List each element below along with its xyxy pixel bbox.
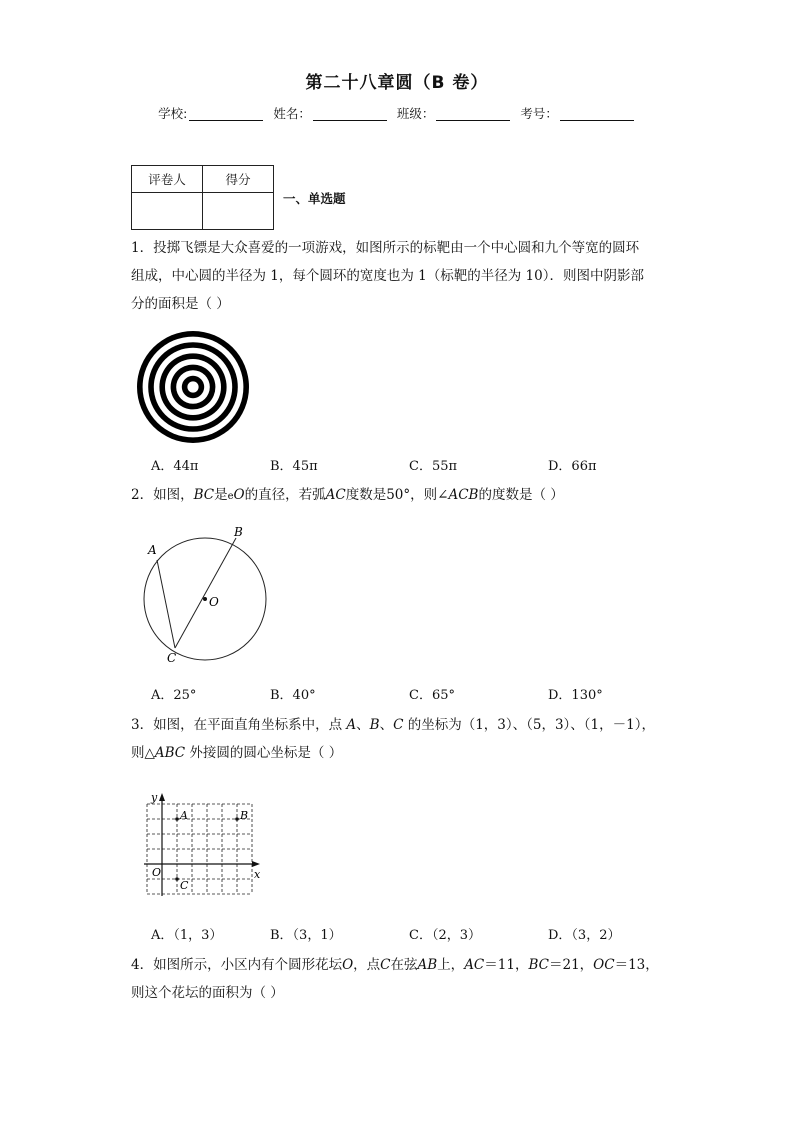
q3-sep-2: 、 [379, 717, 394, 733]
q3-sep-1: 、 [356, 717, 370, 733]
q4-var-bc: BC [528, 957, 549, 973]
question-4 [131, 951, 671, 1007]
grader-cell[interactable] [132, 193, 203, 230]
name-blank[interactable] [313, 107, 387, 121]
label-a: A [148, 543, 157, 557]
q2-option-c[interactable]: C．65° [409, 688, 455, 703]
q1-option-a[interactable]: A．44π [151, 459, 199, 474]
label-point-b: B [240, 809, 249, 822]
question-1-line-1: 1．投掷飞镖是大众喜爱的一项游戏，如图所示的标靶由一个中心圆和九个等宽的圆环 [131, 240, 640, 256]
point-b [235, 817, 239, 821]
q4-var-c: C [380, 957, 391, 973]
q2-text-3: 的直径，若弧 [244, 487, 326, 503]
q3-var-abc: ABC [154, 745, 186, 761]
coordinate-grid-figure [138, 786, 268, 904]
label-c: C [167, 651, 177, 665]
q4-var-ac: AC [464, 957, 485, 973]
q2-var-o: O [233, 487, 245, 503]
class-blank[interactable] [436, 107, 510, 121]
y-axis-arrow-icon [159, 793, 165, 801]
dartboard-ring-1 [187, 381, 198, 392]
q2-text-2: 是 [214, 487, 228, 503]
q1-option-b[interactable]: B．45π [270, 459, 318, 474]
section-title: 一、单选题 [283, 191, 346, 206]
x-axis-arrow-icon [252, 861, 260, 867]
label-o: O [209, 595, 219, 609]
question-4-line-1 [131, 951, 671, 979]
q3-option-b[interactable]: B．（3，1） [270, 928, 342, 943]
question-3-options [151, 924, 671, 944]
question-3-line-1 [131, 711, 671, 739]
question-1-line-3: 分的面积是（ ） [131, 296, 230, 312]
question-4-line-2: 则这个花坛的面积为（ ） [131, 985, 284, 1001]
q2-var-bc: BC [193, 487, 215, 503]
q3-var-c: C [393, 717, 404, 733]
question-3 [131, 711, 671, 767]
score-table [131, 165, 274, 230]
q3-option-a[interactable]: A．（1，3） [151, 928, 223, 943]
q3-text-1: 3．如图，在平面直角坐标系中，点 [131, 717, 347, 733]
label-b: B [234, 525, 243, 539]
name-label: 姓名： [273, 106, 311, 121]
q4-text-2: ，点 [353, 957, 381, 973]
q3-var-a: A [346, 717, 357, 733]
q4-text-4: 上， [437, 957, 465, 973]
exam-no-label: 考号： [520, 106, 558, 121]
circle-figure [136, 520, 276, 670]
student-info-row [0, 104, 794, 122]
q2-text-5: 的度数是（ ） [478, 487, 564, 503]
label-x: x [254, 868, 261, 881]
class-label: 班级： [396, 106, 435, 121]
score-cell[interactable] [203, 193, 274, 230]
school-label: 学校: [158, 106, 188, 121]
q4-var-ab: AB [417, 957, 438, 973]
question-3-line-2 [131, 739, 671, 767]
exam-no-blank[interactable] [560, 107, 634, 121]
diameter-bc [175, 538, 236, 648]
question-1 [131, 234, 671, 318]
q2-option-b[interactable]: B．40° [270, 688, 316, 703]
q2-option-d[interactable]: D．130° [548, 688, 603, 703]
question-2-options [151, 684, 671, 704]
question-1-line-2: 组成，中心圆的半径为 1，每个圆环的宽度也为 1（标靶的半径为 10）．则图中阴影部 [131, 268, 644, 284]
q3-text-4: 外接圆的圆心坐标是（ ） [185, 745, 343, 761]
label-point-c: C [180, 879, 189, 892]
q4-text-7: ＝13， [614, 957, 659, 973]
q1-option-d[interactable]: D．66π [548, 459, 597, 474]
grader-header: 评卷人 [132, 166, 203, 193]
question-1-options [151, 455, 671, 475]
point-c [175, 877, 179, 881]
q1-option-c[interactable]: C．55π [409, 459, 458, 474]
q3-option-d[interactable]: D．（3，2） [548, 928, 621, 943]
q2-var-acb: ACB [448, 487, 479, 503]
q4-var-o: O [342, 957, 354, 973]
q2-var-ac: AC [325, 487, 346, 503]
q2-text-1: 2．如图， [131, 487, 194, 503]
label-point-a: A [180, 809, 188, 822]
q3-var-b: B [369, 717, 380, 733]
school-blank[interactable] [189, 107, 263, 121]
q2-option-a[interactable]: A．25° [151, 688, 197, 703]
label-y: y [151, 791, 158, 804]
dartboard-figure [136, 330, 252, 444]
q4-text-5: ＝11， [484, 957, 529, 973]
question-2 [131, 481, 671, 511]
q3-option-c[interactable]: C．（2，3） [409, 928, 481, 943]
page-title: 第二十八章圆（B 卷） [305, 73, 489, 93]
q3-text-3: 则△ [131, 745, 155, 761]
q2-text-4: 度数是50°，则∠ [345, 487, 449, 503]
q2-circle-symbol: e [227, 491, 234, 502]
chord-ac [157, 560, 175, 648]
label-origin: O [152, 866, 162, 879]
q4-text-1: 4．如图所示，小区内有个圆形花坛 [131, 957, 343, 973]
point-a [175, 817, 179, 821]
center-point-o [203, 597, 207, 601]
q4-text-6: ＝21， [548, 957, 594, 973]
score-header: 得分 [203, 166, 274, 193]
q4-text-3: 在弦 [390, 957, 418, 973]
q3-text-2: 的坐标为（1，3）、（5，3）、（1，－1）， [403, 717, 655, 733]
q4-var-oc: OC [593, 957, 615, 973]
